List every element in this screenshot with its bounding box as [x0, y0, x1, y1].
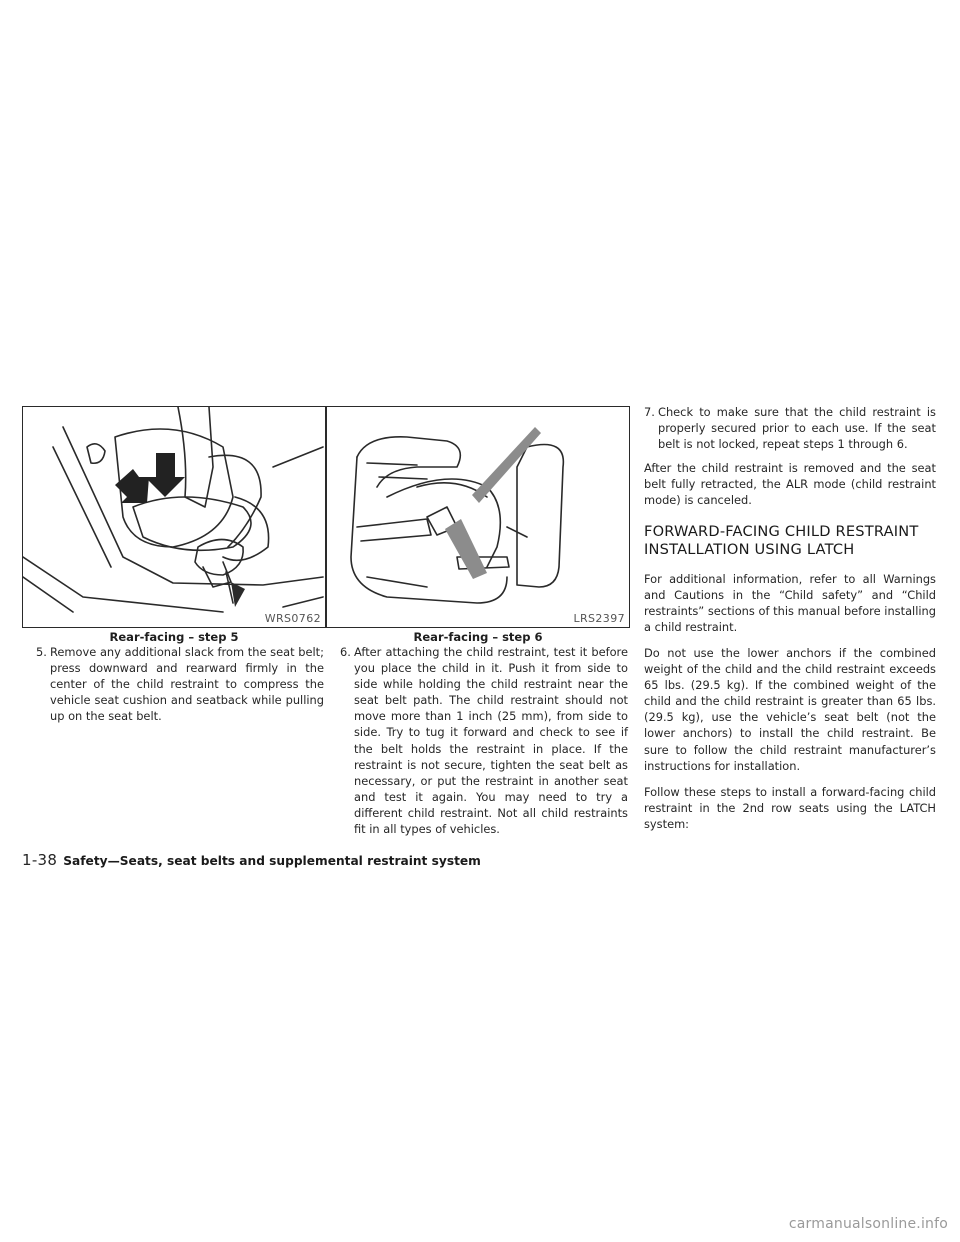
step-text: After attaching the child restraint, test it before you place the child in it. Push it from side to side while holding the child restraint near the seat belt path. The child restraint should not move more than 1 inch (25 mm), from side to side. Try to tug it forward and check to see if the belt holds the restraint in place. If the restraint is not secure, tighten the seat belt as necessary, or put the restraint in another seat and test it again. You may need to try a different child restraint. Not all child restraints fit in all types of vehicles. — [354, 645, 628, 837]
paragraph: Follow these steps to install a forward-facing child restraint in the 2nd row seats using the LATCH system: — [644, 784, 936, 831]
paragraph: Do not use the lower anchors if the combined weight of the child and the child restraint exceeds 65 lbs. (29.5 kg). If the combined weight of the child and the child restraint is greater than 65 lbs. (29.5 kg), use the vehicle’s seat belt (not the lower anchors) to install the child restraint. Be sure to follow the child restraint manufacturer’s instructions for installation. — [644, 645, 936, 773]
step-6 — [340, 644, 628, 837]
figure-rear-facing-step-6 — [326, 406, 630, 628]
alr-cancel-paragraph: After the child restraint is removed and the seat belt fully retracted, the ALR mode (child restraint mode) is canceled. — [644, 461, 936, 508]
paragraph: For additional information, refer to all Warnings and Cautions in the “Child safety” and “Child restraints” sections of this manual before installing a child restraint. — [644, 571, 936, 634]
watermark-link[interactable]: carmanualsonline.info — [788, 1216, 948, 1232]
page-footer — [22, 850, 481, 869]
illustration-test-restraint — [327, 407, 630, 628]
step-number: 5. — [36, 645, 47, 659]
column-2 — [340, 644, 628, 837]
step-5 — [36, 644, 324, 724]
page-number: 1-38 — [22, 851, 58, 869]
figure-code: WRS0762 — [264, 612, 321, 625]
figure-rear-facing-step-5 — [22, 406, 326, 628]
illustration-press-seat — [23, 407, 326, 628]
step-number: 6. — [340, 645, 351, 659]
chapter-title: Safety—Seats, seat belts and supplemental restraint system — [63, 854, 481, 868]
section-heading: FORWARD-FACING CHILD RESTRAINT INSTALLATION USING LATCH — [644, 522, 919, 558]
step-number: 7. — [644, 405, 655, 419]
step-text: Remove any additional slack from the seat belt; press downward and rearward firmly in the center of the child restraint to compress the vehicle seat cushion and seatback while pulling up on the seat belt. — [50, 645, 324, 724]
step-text: Check to make sure that the child restraint is properly secured prior to each use. If the seat belt is not locked, repeat steps 1 through 6. — [658, 405, 936, 452]
figure-caption: Rear-facing – step 6 — [413, 630, 543, 644]
figure-code: LRS2397 — [573, 612, 625, 625]
column-1 — [36, 644, 324, 724]
step-7 — [644, 404, 936, 452]
figure-caption: Rear-facing – step 5 — [109, 630, 239, 644]
column-3 — [644, 404, 936, 842]
